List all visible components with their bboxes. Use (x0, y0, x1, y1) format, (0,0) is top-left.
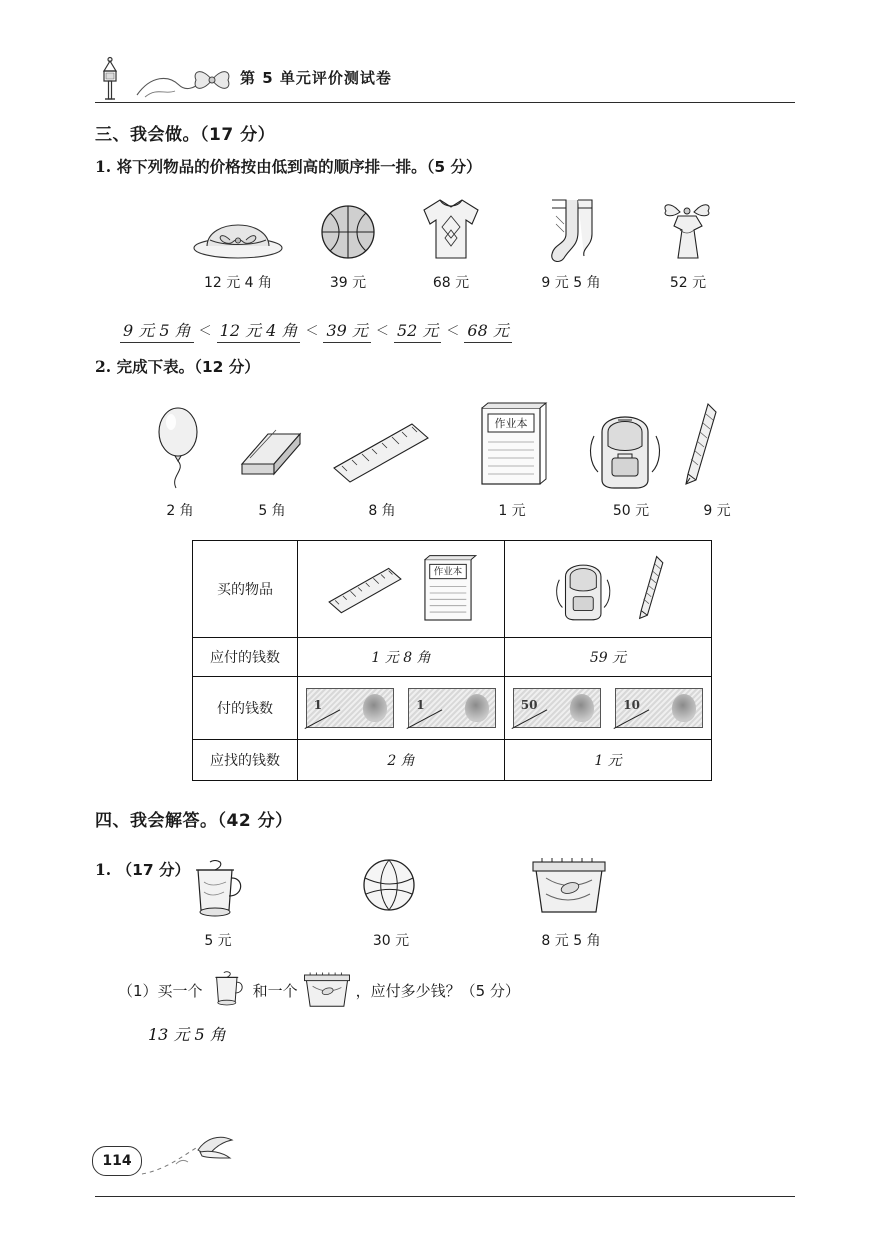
basket-icon (302, 970, 352, 1010)
basketball-icon (318, 202, 378, 262)
cell-items-col1 (298, 541, 505, 638)
answer-term-5: 68 元 (464, 318, 511, 343)
price-label-notebook: 1 元 (498, 503, 526, 519)
row-label-due: 应付的钱数 (193, 638, 298, 677)
footer-divider (95, 1196, 795, 1197)
banknote-1yuan (306, 688, 394, 728)
balloon-icon (150, 404, 210, 490)
table-row-paid (193, 677, 712, 740)
price-label-hat: 12 元 4 角 (203, 275, 273, 291)
banknote-denom: 50 (520, 698, 538, 712)
less-than-3: ＜ (375, 324, 389, 339)
price-label-eraser: 5 角 (258, 503, 286, 519)
banknote-10yuan (615, 688, 703, 728)
banknote-1yuan (408, 688, 496, 728)
question-number: 1. (95, 860, 112, 879)
cross-out-mark (614, 709, 650, 729)
price-label-basket: 8 元 5 角 (541, 933, 601, 949)
price-label-backpack: 50 元 (612, 503, 650, 519)
cross-out-mark (304, 709, 340, 729)
backpack-icon (547, 553, 621, 625)
question-3-1 (95, 155, 482, 177)
eraser-icon (228, 420, 312, 484)
notebook-label: 作业本 (494, 417, 528, 430)
price-label-basketball: 39 元 (329, 275, 367, 291)
socks-icon (542, 196, 602, 264)
price-label-volleyball: 30 元 (372, 933, 410, 949)
page-header (95, 55, 795, 103)
question-number: 1. (95, 157, 112, 176)
notebook-icon (417, 553, 479, 625)
price-label-sweater: 68 元 (432, 275, 470, 291)
street-lamp-icon (95, 55, 125, 103)
answer-term-4: 52 元 (394, 318, 441, 343)
dress-icon (650, 196, 724, 264)
pencil-icon (680, 400, 724, 492)
answer-term-3: 39 元 (323, 318, 370, 343)
section-heading-four: 四、我会解答。（42 分） (95, 811, 293, 831)
less-than-2: ＜ (305, 324, 319, 339)
hat-icon (190, 202, 286, 262)
cell-paid-col1 (298, 677, 505, 740)
question-number: 2. (95, 357, 112, 376)
bow-icon (190, 63, 234, 97)
table-row-items (193, 541, 712, 638)
basket-icon (530, 854, 608, 918)
price-label-socks: 9 元 5 角 (541, 275, 601, 291)
question-text: 将下列物品的价格按由低到高的顺序排一排。（5 分） (116, 158, 482, 176)
banknote-portrait (363, 694, 387, 722)
cup-icon (207, 970, 249, 1010)
question-text: （17 分） (116, 861, 191, 879)
volleyball-icon (360, 856, 418, 914)
sub-question-1 (118, 970, 520, 1010)
sub-question-text-a: 买一个 (157, 981, 203, 1000)
page-number: 114 (92, 1146, 142, 1176)
notebook-icon (472, 400, 550, 490)
price-label-dress: 52 元 (669, 275, 707, 291)
cell-due-col2: 59 元 (505, 638, 712, 677)
cell-due-col1: 1 元 8 角 (298, 638, 505, 677)
less-than-1: ＜ (198, 324, 212, 339)
price-label-balloon: 2 角 (166, 503, 194, 519)
ruler-icon (323, 562, 407, 616)
cup-icon (182, 860, 252, 922)
table-row-change (193, 740, 712, 781)
banknote-denom: 10 (623, 698, 640, 712)
answer-ordering (120, 318, 512, 343)
banknote-portrait (570, 694, 594, 722)
question-3-2 (95, 355, 260, 377)
cell-paid-col2 (505, 677, 712, 740)
sub-question-text-c: ，应付多少钱？（5 分） (355, 981, 520, 1000)
price-label-ruler: 8 角 (368, 503, 396, 519)
sub-question-label: （1） (118, 981, 158, 1000)
cell-change-col2: 1 元 (505, 740, 712, 781)
row-label-paid: 付的钱数 (193, 677, 298, 740)
cross-out-mark (407, 709, 443, 729)
price-label-cup: 5 元 (204, 933, 232, 949)
price-label-pencil: 9 元 (703, 503, 731, 519)
bird-icon (140, 1130, 250, 1180)
row-label-change: 应找的钱数 (193, 740, 298, 781)
purchase-table (192, 540, 712, 781)
section-heading-three: 三、我会做。（17 分） (95, 125, 276, 145)
cross-out-mark (511, 709, 547, 729)
less-than-4: ＜ (446, 324, 460, 339)
row-label-items: 买的物品 (193, 541, 298, 638)
banknote-50yuan (513, 688, 601, 728)
cell-change-col1: 2 角 (298, 740, 505, 781)
answer-sub-1: 13 元 5 角 (148, 1025, 226, 1044)
cell-items-col2 (505, 541, 712, 638)
sweater-icon (418, 194, 484, 264)
pencil-icon (635, 551, 669, 627)
backpack-icon (578, 402, 674, 494)
banknote-denom: 1 (313, 698, 323, 712)
notebook-label: 作业本 (433, 566, 463, 578)
sub-question-text-b: 和一个 (252, 981, 298, 1000)
table-row-due (193, 638, 712, 677)
page-title: 第 5 单元评价测试卷 (240, 69, 392, 87)
banknote-denom: 1 (416, 698, 425, 712)
question-text: 完成下表。（12 分） (116, 358, 260, 376)
banknote-portrait (465, 694, 489, 722)
answer-term-2: 12 元 4 角 (217, 318, 301, 343)
header-divider (95, 102, 795, 103)
question-4-1 (95, 858, 190, 880)
banknote-portrait (672, 694, 696, 722)
ruler-icon (326, 416, 436, 486)
answer-term-1: 9 元 5 角 (120, 318, 194, 343)
